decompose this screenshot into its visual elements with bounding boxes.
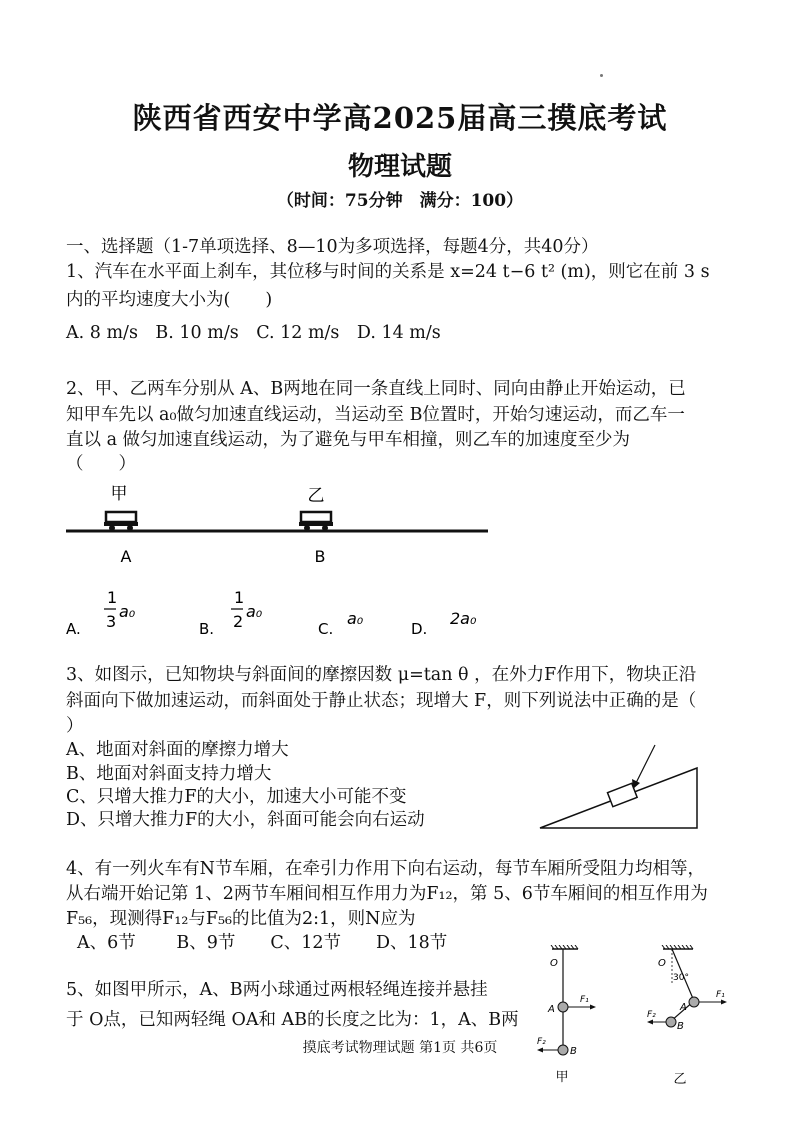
q4-line3: F₅₆，现测得F₁₂与F₅₆的比值为2:1，则N应为	[66, 909, 416, 929]
q2-opt-a-letter: A.	[66, 620, 81, 638]
svg-text:F₂: F₂	[537, 1037, 546, 1047]
q2-opt-b-var: a₀	[246, 602, 263, 621]
q2-line3: 直以 a 做匀加速直线运动，为了避免与甲车相撞，则乙车的加速度至少为	[66, 430, 631, 450]
svg-text:30°: 30°	[673, 973, 689, 983]
q4-line2: 从右端开始记第 1、2两节车厢间相互作用力为F₁₂，第 5、6节车厢间的相互作用为	[66, 884, 708, 904]
car-b-label: 乙	[307, 486, 325, 506]
q2-line4: （ ）	[66, 454, 136, 474]
q2-opt-b-den: 2	[233, 612, 244, 631]
q3-option-b: B、地面对斜面支持力增大	[66, 764, 272, 784]
force-arrowhead	[632, 779, 640, 789]
q4-options: A、6节 B、9节 C、12节 D、18节	[77, 933, 448, 953]
q2-opt-d-letter: D.	[411, 620, 428, 638]
q2-opt-a-den: 3	[106, 612, 117, 631]
q2-opt-a-num: 1	[107, 588, 118, 607]
svg-text:乙: 乙	[673, 1072, 687, 1087]
fig-right	[647, 945, 727, 1087]
q3-option-d: D、只增大推力F的大小，斜面可能会向右运动	[66, 810, 425, 830]
q2-opt-d-var: 2a₀	[450, 609, 477, 628]
incline-diagram	[530, 740, 750, 835]
q2-opt-c-var: a₀	[347, 609, 364, 628]
q3-option-c: C、只增大推力F的大小，加速大小可能不变	[66, 787, 407, 807]
fig-left	[537, 945, 596, 1085]
q2-line1: 2、甲、乙两车分别从 A、B两地在同一条直线上同时、同向由静止开始运动，已	[66, 379, 686, 399]
point-a-label: A	[120, 547, 132, 566]
exam-meta: （时间：75分钟 满分：100）	[276, 191, 524, 211]
page-footer: 摸底考试物理试题 第1页 共6页	[302, 1040, 498, 1056]
exam-subtitle: 物理试题	[347, 152, 452, 182]
q2-opt-b-num: 1	[234, 588, 245, 607]
q2-options	[0, 585, 520, 645]
svg-text:A: A	[548, 1004, 555, 1015]
q1-options: A. 8 m/s B. 10 m/s C. 12 m/s D. 14 m/s	[66, 323, 441, 343]
svg-text:F₁: F₁	[716, 990, 725, 1000]
force-arrow	[635, 745, 655, 785]
scan-dot	[600, 74, 603, 77]
q3-line3: ）	[66, 716, 84, 736]
q3-line1: 3、如图示，已知物块与斜面间的摩擦因数 μ=tan θ ，在外力F作用下，物块正沿	[66, 665, 697, 685]
svg-text:甲: 甲	[555, 1070, 569, 1085]
q4-line1: 4、有一列火车有N节车厢，在牵引力作用下向右运动，每节车厢所受阻力均相等，	[66, 859, 705, 879]
q2-opt-a-var: a₀	[119, 602, 136, 621]
point-b-label: B	[314, 547, 326, 566]
q5-line1: 5、如图甲所示，A、B两小球通过两根轻绳连接并悬挂	[66, 980, 488, 1000]
car-a-label: 甲	[110, 484, 128, 504]
incline-block	[607, 783, 637, 806]
exam-title: 陕西省西安中学高2025届高三摸底考试	[132, 101, 668, 135]
svg-text:A: A	[680, 1002, 687, 1013]
q3-option-a: A、地面对斜面的摩擦力增大	[66, 740, 289, 760]
section-header: 一、选择题（1-7单项选择、8—10为多项选择，每题4分，共40分）	[66, 237, 599, 257]
svg-text:F₂: F₂	[647, 1010, 656, 1020]
car-a	[104, 512, 138, 531]
q2-diagram	[0, 470, 520, 570]
q2-line2: 知甲车先以 a₀做匀加速直线运动，当运动至 B位置时，开始匀速运动，而乙车一	[66, 405, 685, 425]
pendulum-figures	[530, 945, 760, 1095]
svg-text:F₁: F₁	[580, 995, 589, 1005]
q2-opt-c-letter: C.	[318, 620, 334, 638]
svg-text:B: B	[677, 1021, 684, 1032]
q2-opt-b-letter: B.	[199, 620, 215, 638]
q5-line2: 于 O点，已知两轻绳 OA和 AB的长度之比为：1，A、B两	[66, 1010, 519, 1030]
car-b	[299, 512, 333, 531]
svg-text:O: O	[550, 958, 558, 969]
svg-text:O: O	[658, 958, 666, 969]
q1-line1: 1、汽车在水平面上刹车，其位移与时间的关系是 x=24 t−6 t² (m)，则它在前 3 s	[66, 262, 710, 282]
q3-line2: 斜面向下做加速运动，而斜面处于静止状态；现增大 F，则下列说法中正确的是（	[66, 691, 697, 711]
svg-text:B: B	[570, 1046, 577, 1057]
q1-line2: 内的平均速度大小为( )	[66, 290, 273, 310]
